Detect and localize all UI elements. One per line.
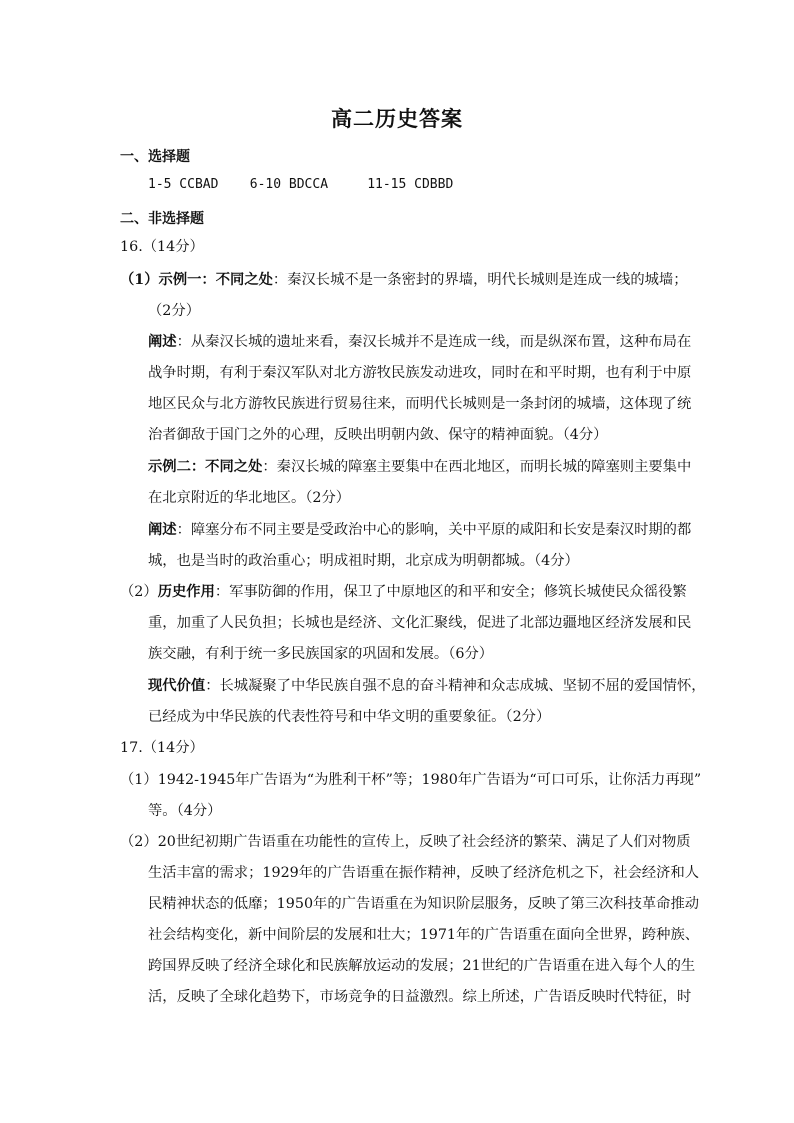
label-bold: 阐述 <box>148 334 177 350</box>
choice-answers <box>148 177 453 192</box>
answer-group-6-10: 6-10 BDCCA <box>249 177 329 192</box>
answer-line: 地区民众与北方游牧民族进行贸易往来，而明代长城则是一条封闭的城墙，这体现了统 <box>148 396 692 412</box>
answer-line: 民精神状态的低靡；1950年的广告语重在为知识阶层服务，反映了第三次科技革命推动 <box>148 896 700 912</box>
answer-line: 治者御敌于国门之外的心理，反映出明朝内敛、保守的精神面貌。（4分） <box>148 427 608 443</box>
answer-line: （1）1942-1945年广告语为“为胜利干杯”等；1980年广告语为“可口可乐，让你活力再现” <box>120 772 702 788</box>
answer-text: ：军事防御的作用，保卫了中原地区的和平和安全；修筑长城使民众徭役繁 <box>214 584 687 600</box>
label-bold: （1）示例一：不同之处 <box>120 272 273 288</box>
question-number: 17.（14分） <box>120 740 204 756</box>
answer-line <box>148 520 691 540</box>
answer-group-11-15: 11-15 CDBBD <box>367 177 454 192</box>
label-bold: 现代价值 <box>148 678 206 694</box>
answer-line <box>148 676 706 696</box>
section-heading-choice: 一、选择题 <box>120 149 190 165</box>
label-bold: 阐述 <box>148 522 177 538</box>
label-bold: 历史作用 <box>157 584 215 600</box>
answer-line: 城，也是当时的政治重心；明成祖时期，北京成为明朝都城。（4分） <box>148 553 579 569</box>
answer-line <box>120 582 687 602</box>
answer-text: ：障塞分布不同主要是受政治中心的影响，关中平原的咸阳和长安是秦汉时期的都 <box>176 522 692 538</box>
answer-line <box>148 332 691 352</box>
label-bold: 示例二：不同之处 <box>148 459 263 475</box>
answer-line: 社会结构变化，新中间阶层的发展和壮大；1971年的广告语重在面向全世界，跨种族、 <box>148 927 700 943</box>
answer-group-1-5: 1-5 CCBAD <box>148 177 219 192</box>
answer-text: （2） <box>120 584 158 600</box>
answer-line <box>148 457 691 477</box>
answer-line: 活，反映了全球化趋势下，市场竞争的日益激烈。综上所述，广告语反映时代特征，时 <box>148 989 692 1005</box>
answer-text: ：从秦汉长城的遗址来看，秦汉长城并不是连成一线，而是纵深布置，这种布局在 <box>176 334 692 350</box>
answer-line: （2）20世纪初期广告语重在功能性的宣传上，反映了社会经济的繁荣、满足了人们对物质 <box>120 834 691 850</box>
answer-text: ：秦汉长城不是一条密封的界墙，明代长城则是连成一线的城墙； <box>272 272 688 288</box>
answer-line: 跨国界反映了经济全球化和民族解放运动的发展；21世纪的广告语重在进入每个人的生 <box>148 958 696 974</box>
page-title: 高二历史答案 <box>331 106 463 131</box>
answer-line: 生活丰富的需求；1929年的广告语重在振作精神，反映了经济危机之下，社会经济和人 <box>148 865 700 881</box>
answer-line <box>120 270 688 290</box>
section-heading-nonchoice: 二、非选择题 <box>120 211 204 227</box>
answer-line: 重，加重了人民负担；长城也是经济、文化汇聚线，促进了北部边疆地区经济发展和民 <box>148 615 692 631</box>
answer-line: 族交融，有利于统一多民族国家的巩固和发展。（6分） <box>148 646 494 662</box>
answer-line: 战争时期，有利于秦汉军队对北方游牧民族发动进攻，同时在和平时期，也有利于中原 <box>148 365 692 381</box>
answer-line: 在北京附近的华北地区。（2分） <box>148 490 351 506</box>
answer-line: （2分） <box>148 303 200 319</box>
answer-text: ：秦汉长城的障塞主要集中在西北地区，而明长城的障塞则主要集中 <box>262 459 692 475</box>
answer-line: 等。（4分） <box>148 803 222 819</box>
question-number: 16.（14分） <box>120 239 204 255</box>
answer-line: 已经成为中华民族的代表性符号和中华文明的重要象征。（2分） <box>148 709 551 725</box>
answer-text: ：长城凝聚了中华民族自强不息的奋斗精神和众志成城、坚韧不屈的爱国情怀， <box>205 678 706 694</box>
